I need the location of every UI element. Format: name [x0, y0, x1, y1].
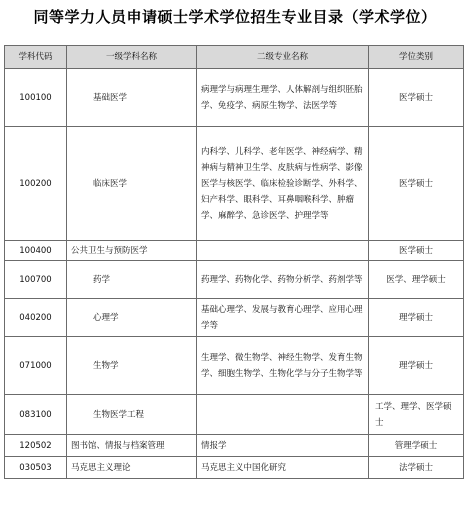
degree-type: 理学硕士 — [369, 299, 464, 337]
table-row — [5, 127, 464, 241]
first-level-subject: 图书馆、情报与档案管理 — [67, 435, 197, 457]
subject-code: 100100 — [5, 69, 67, 127]
table-row — [5, 261, 464, 299]
subject-code: 040200 — [5, 299, 67, 337]
first-level-subject: 基础医学 — [67, 69, 197, 127]
first-level-subject: 心理学 — [67, 299, 197, 337]
first-level-subject: 马克思主义理论 — [67, 457, 197, 479]
degree-type: 医学硕士 — [369, 127, 464, 241]
second-level-major — [197, 241, 369, 261]
table-header-row — [5, 46, 464, 69]
degree-type: 法学硕士 — [369, 457, 464, 479]
table-row — [5, 299, 464, 337]
second-level-major: 内科学、儿科学、老年医学、神经病学、精神病与精神卫生学、皮肤病与性病学、影像医学与核医学、临床检验诊断学、外科学、妇产科学、眼科学、耳鼻咽喉科学、肿瘤学、麻醉学、急诊医学、护理学等 — [197, 127, 369, 241]
major-catalog-table — [4, 45, 464, 479]
subject-code: 100400 — [5, 241, 67, 261]
first-level-subject: 药学 — [67, 261, 197, 299]
first-level-subject: 生物医学工程 — [67, 395, 197, 435]
table-row — [5, 457, 464, 479]
subject-code: 100700 — [5, 261, 67, 299]
subject-code: 083100 — [5, 395, 67, 435]
second-level-major: 马克思主义中国化研究 — [197, 457, 369, 479]
table-row — [5, 395, 464, 435]
second-level-major: 药理学、药物化学、药物分析学、药剂学等 — [197, 261, 369, 299]
subject-code: 071000 — [5, 337, 67, 395]
table-row — [5, 337, 464, 395]
degree-type: 医学硕士 — [369, 241, 464, 261]
header-subject-code: 学科代码 — [5, 46, 67, 69]
degree-type: 医学硕士 — [369, 69, 464, 127]
degree-type: 管理学硕士 — [369, 435, 464, 457]
degree-type: 理学硕士 — [369, 337, 464, 395]
table-row — [5, 69, 464, 127]
second-level-major — [197, 395, 369, 435]
degree-type: 医学、理学硕士 — [369, 261, 464, 299]
degree-type: 工学、理学、医学硕士 — [369, 395, 464, 435]
header-degree-type: 学位类别 — [369, 46, 464, 69]
header-first-level-subject: 一级学科名称 — [67, 46, 197, 69]
first-level-subject: 临床医学 — [67, 127, 197, 241]
subject-code: 030503 — [5, 457, 67, 479]
first-level-subject: 公共卫生与预防医学 — [67, 241, 197, 261]
page-title: 同等学力人员申请硕士学术学位招生专业目录（学术学位） — [33, 8, 437, 26]
second-level-major: 基础心理学、发展与教育心理学、应用心理学等 — [197, 299, 369, 337]
subject-code: 120502 — [5, 435, 67, 457]
header-second-level-major: 二级专业名称 — [197, 46, 369, 69]
table-row — [5, 241, 464, 261]
table-row — [5, 435, 464, 457]
second-level-major: 病理学与病理生理学、人体解剖与组织胚胎学、免疫学、病原生物学、法医学等 — [197, 69, 369, 127]
second-level-major: 情报学 — [197, 435, 369, 457]
second-level-major: 生理学、微生物学、神经生物学、发育生物学、细胞生物学、生物化学与分子生物学等 — [197, 337, 369, 395]
first-level-subject: 生物学 — [67, 337, 197, 395]
subject-code: 100200 — [5, 127, 67, 241]
